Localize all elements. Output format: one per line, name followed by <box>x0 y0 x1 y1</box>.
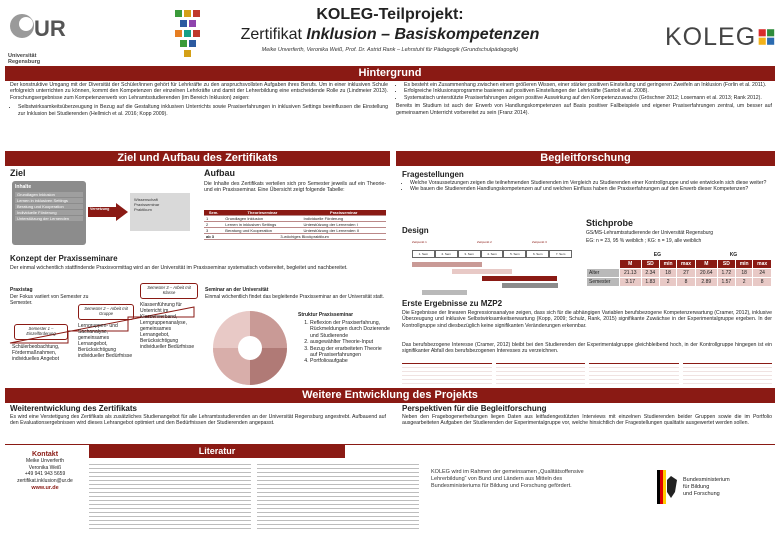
bmbf-line: für Bildung <box>683 483 710 490</box>
regression-tables <box>402 363 772 385</box>
table-header-cell: min <box>659 260 676 269</box>
kontakt-box <box>5 451 85 492</box>
table-cell: 1.72 <box>717 269 735 278</box>
table-cell: 18 <box>736 269 753 278</box>
ziel-title: Ziel <box>10 168 26 178</box>
table-cell: 2.34 <box>641 269 659 278</box>
inhalte-item: Unterstützung der Lernenden <box>15 216 83 221</box>
ziel-figure <box>12 181 197 245</box>
table-header-cell: M <box>619 260 641 269</box>
authors: Meike Unverferth, Veronika Weiß, Prof. Dr. Astrid Rank – Lehrstuhl für Pädagogik (Grundschulpädagogik) <box>261 47 519 53</box>
stichprobe-text-1: GS/MS-Lehramtsstudierende der Universität Regensburg <box>586 230 714 236</box>
design-bar <box>502 283 558 288</box>
praxistag-text: Der Fokus variiert von Semester zu Semester. <box>10 294 89 306</box>
list-item: 3. Bezug der erarbeiteten Theorie auf Praxiserfahrungen <box>310 346 390 359</box>
weiterentwicklung-text: Es wird eine Verstetigung des Zertifikats als zusätzliches Studienangebot für alle Lehramtsstudierenden an der Universität Regensburg angestrebt. Aufbauend auf den Evaluationsergebnissen wird dieses Lehrangebot optimiert und den Bedürfnissen der Studierenden angepasst. <box>10 414 386 427</box>
ergebnisse-title: Erste Ergebnisse zu MZP2 <box>402 299 503 308</box>
table-cell: 2 <box>204 222 223 228</box>
ergebnisse-text-2: Das berufsbezogene Interesse (Cramer, 2012) bleibt bei den Studierenden der Experimentalgruppe gleichbleibend hoch, in der Kontrollgruppe hingegen ist ein signifikanter Abfall des berufsbezogenen Interesses zu verzeichnen. <box>402 342 772 355</box>
stichprobe-table <box>586 250 772 287</box>
kontakt-email[interactable]: zertifikat.inklusion@ur.de <box>17 477 73 484</box>
table-cell: Lernen in inklusiven Settings <box>223 222 301 228</box>
table-cell: 8 <box>677 278 696 287</box>
sem1-box <box>14 324 68 340</box>
footer <box>5 444 775 536</box>
design-label: Zeitpunkt 1 <box>412 240 427 244</box>
bmbf-text <box>683 477 730 498</box>
bundesadler-icon <box>657 470 679 504</box>
aufbau-table <box>204 210 386 240</box>
table-cell: 21.13 <box>619 269 641 278</box>
table-cell: Individuelle Förderung <box>301 216 386 222</box>
section-bar-begleitforschung: Begleitforschung <box>396 151 775 166</box>
table-cell: 24 <box>753 269 772 278</box>
hintergrund-right-text: Bereits im Studium ist auch der Erwerb von Handlungskompetenzen auf Basis positiver Fallbeispiele und eigener Praxiserfahrungen zentral, um besser auf gemeinsamen Unterricht vorbereitet zu sein (Franz 2014). <box>396 103 772 116</box>
table-header-cell: Praxisseminar <box>301 210 386 216</box>
table-cell: Grundlagen Inklusion <box>223 216 301 222</box>
hintergrund-left-text: Der konstruktive Umgang mit der Diversität der Schüler/innen gehört für Lehrkräfte zu den anspruchsvollsten Aufgaben ihres Berufs. Um in einer inklusiven Schule erfolgreich unterrichten zu können, kommt den Kompetenzen der einzelnen Lehrkräfte und damit der Lehrerbildung eine entscheidende Rolle zu (Lindmeier 2013). Forschungsergebnisse zum Kompetenzerwerb von Lehramtsstudierenden (im Bereich Inklusion) zeigen: <box>10 82 388 101</box>
poster-title: KOLEG-Teilprojekt: <box>316 6 464 23</box>
axis-cell: 3. Sem <box>458 250 481 258</box>
design-bar <box>482 276 557 281</box>
table-row-label: Alter <box>587 269 620 278</box>
inhalte-item: Lernen in inklusiven Settings <box>15 198 83 203</box>
stichprobe-title: Stichprobe <box>586 218 634 228</box>
inhalte-item: Beratung und Kooperation <box>15 204 83 209</box>
kontakt-url[interactable]: www.ur.de <box>31 485 59 491</box>
design-bar <box>422 290 467 295</box>
table-header-cell <box>587 251 620 260</box>
table-header-cell: M <box>695 260 717 269</box>
table-cell: 2 <box>659 278 676 287</box>
table-header-cell: min <box>736 260 753 269</box>
table-header-cell: Theorieseminar <box>223 210 301 216</box>
praxistag-title: Praxistag <box>10 287 33 293</box>
table-header-cell: EG <box>619 251 695 260</box>
vernetzung-item: Praxisseminar <box>134 202 160 207</box>
list-item: 2. ausgewählter Theorie-Input <box>310 339 390 345</box>
kontakt-line: Meike Unverferth <box>25 458 65 464</box>
konzept-title: Konzept der Praxisseminare <box>10 254 118 263</box>
subtitle-plain: Zertifikat <box>240 26 307 43</box>
struktur-list <box>304 320 390 365</box>
literatur-title: Literatur <box>89 445 345 458</box>
regression-table <box>589 363 679 385</box>
ergebnisse-text-1: Die Ergebnisse der linearen Regressionsanalyse zeigen, dass sich für die abhängigen Variablen berufsbezogene Kompetenzerwartung (Cramer, 2012), inklusive Überzeugung und inklusive Selbstwirksamkeitserwartung (Kopp, 2009; Schulz, Rank, 2015) signifikante Zuwächse in der Experimentalgruppe ergeben. In der Kontrollgruppe sind diesbezüglich keine signifikanten Veränderungen erkennbar. <box>402 310 772 329</box>
axis-cell: 5. Sem <box>503 250 526 258</box>
table-cell: Unterstützung der Lernenden I <box>301 222 386 228</box>
table-cell: 3-wöchiges Blockpraktikum <box>223 234 386 240</box>
design-bar <box>412 262 482 267</box>
hintergrund-right-bullets <box>396 82 772 101</box>
koleg-logo-icon <box>758 24 775 50</box>
table-cell: 2.89 <box>695 278 717 287</box>
inhalte-title: Inhalte <box>15 184 32 190</box>
header <box>0 0 780 66</box>
koleg-logo-text: KOLEG <box>665 22 757 51</box>
design-axis <box>412 250 572 258</box>
konzept-text: Der einmal wöchentlich stattfindende Praxisvormittag wird an der Universität im Praxisseminar systematisch vorbereitet, begleitet und nachbereitet. <box>10 265 348 271</box>
table-header-cell: max <box>677 260 696 269</box>
stichprobe-text-2: EG: n = 23, 95 % weiblich ; KG: n = 19, alle weiblich <box>586 238 702 244</box>
table-cell: ab 3 <box>204 234 223 240</box>
fragestellungen-title: Fragestellungen <box>402 170 464 179</box>
table-cell: 1.57 <box>717 278 735 287</box>
hintergrund-left <box>10 82 388 117</box>
table-row-label: Semester <box>587 278 620 287</box>
list-item: • Es besteht ein Zusammenhang zwischen einem größeren Wissen, einer stärker positiven Einstellung und geringeren Zweifeln an Inklusion (Forlin et al. 2011). <box>404 82 772 88</box>
table-header-cell: max <box>753 260 772 269</box>
struktur-title: Struktur Praxisseminar <box>298 312 354 318</box>
list-item: • Systematisch unterstützte Praxiserfahrungen zeigen positive Auswirkung auf den Kompetenzzuwachs (Gröschner 2012; Losemann et al. 2013; Rank 2012). <box>404 95 772 101</box>
design-bar <box>452 269 512 274</box>
aufbau-text: Die Inhalte des Zertifikats verteilen sich pro Semester jeweils auf ein Theorie- und ein Praxisseminar. Eine Übersicht zeigt folgende Tabelle: <box>204 181 386 194</box>
bmbf-line: Bundesministerium <box>683 476 730 483</box>
table-cell: 1.83 <box>641 278 659 287</box>
bmbf-logo <box>657 467 767 507</box>
axis-cell: 7. Sem <box>549 250 572 258</box>
sem3-box <box>140 283 198 299</box>
table-header-cell: Sem. <box>204 210 223 216</box>
perspektiven-title: Perspektiven für die Begleitforschung <box>402 404 547 413</box>
section-bar-hintergrund: Hintergrund <box>5 66 775 81</box>
axis-cell: 6. Sem <box>526 250 549 258</box>
table-cell: 27 <box>677 269 696 278</box>
literatur-column <box>257 461 419 531</box>
uni-title: Seminar an der Universität <box>205 287 269 293</box>
design-label: Zeitpunkt 2 <box>477 240 492 244</box>
inhalte-item: Individuelle Förderung <box>15 210 83 215</box>
table-header-cell: SD <box>641 260 659 269</box>
poster-subtitle <box>0 26 780 44</box>
regression-table <box>496 363 586 385</box>
kontakt-line: Veronika Weiß <box>28 464 62 471</box>
university-name: Universität Regensburg <box>8 53 41 65</box>
vernetzung-box <box>130 193 190 231</box>
table-cell: 20.64 <box>695 269 717 278</box>
axis-cell: 1. Sem <box>412 250 435 258</box>
regression-table <box>683 363 773 385</box>
seminar-cycle-icon <box>206 308 294 388</box>
funding-text: KOLEG wird im Rahmen der gemeinsamen „Qualitätsoffensive Lehrerbildung“ von Bund und Ländern aus Mitteln des Bundesministeriums für Bildung und Forschung gefördert. <box>431 469 584 489</box>
table-row <box>204 234 386 240</box>
vernetzung-arrow-icon <box>88 203 128 221</box>
table-row <box>587 269 772 278</box>
kontakt-line: +49 941 943 5659 <box>24 471 66 477</box>
perspektiven-text: Neben den Fragebogenerhebungen liegen Daten aus leitfadengestützten Interviews mit einzelnen Studierenden beider Gruppen sowie die im Portfolio ausgearbeiteten Aufgaben der Studierenden der Experimentalgruppe vor, welche hinsichtlich der Fragestellungen qualitativ ausgewertet werden sollen. <box>402 414 772 427</box>
list-item: • Selbstwirksamkeitsüberzeugung in Bezug auf die Gestaltung inklusiven Unterrichts sowie Praxiserfahrungen in inklusiven Settings beeinflussen die Einstellung zur Inklusion bei Studierenden (Hellmich et al. 2016; Kopp 2009). <box>18 104 388 117</box>
bmbf-line: und Forschung <box>683 490 720 497</box>
section-bar-weitere-entwicklung: Weitere Entwicklung des Projekts <box>5 388 775 403</box>
uni-text: Einmal wöchentlich findet das begleitende Praxisseminar an der Universität statt. <box>205 294 384 300</box>
table-header <box>587 260 772 269</box>
list-item: • Welche Voraussetzungen zeigen die teilnehmenden Studierenden im Vergleich zu Studierenden einer Kontrollgruppe und wie entwickeln sich diese weiter? <box>410 180 772 186</box>
table-cell: Beratung und Kooperation <box>223 228 301 234</box>
section-bar-ziel: Ziel und Aufbau des Zertifikats <box>5 151 390 166</box>
design-chart <box>402 240 580 298</box>
vernetzung-item: Wissenschaft <box>134 197 158 202</box>
sem2-label: Semester 2 – Arbeit mit Gruppe <box>84 306 128 316</box>
hintergrund-right <box>396 82 772 116</box>
sem1-label: Semester 1 – Einzelförderung <box>26 326 56 336</box>
sem2-text: Lerngruppen- und Sachanalyse, gemeinsames Lernangebot, Berücksichtigung individueller Bedürfnisse <box>78 323 133 359</box>
table-cell: Unterstützung der Lernenden II <box>301 228 386 234</box>
design-title: Design <box>402 226 429 235</box>
list-item: • Erfolgreiche Inklusionsprogramme basieren auf positiven Einstellungen der Lehrkräfte (Santoli et al. 2008). <box>404 88 772 94</box>
fragestellungen-list <box>402 180 772 193</box>
table-cell: 3 <box>204 228 223 234</box>
regression-table <box>402 363 492 385</box>
sem1-text: Schülerbeobachtung, Fördermaßnahmen, individuelles Angebot <box>12 344 60 362</box>
axis-cell: 4. Sem <box>481 250 504 258</box>
aufbau-title: Aufbau <box>204 168 235 178</box>
list-item: • Wie bauen die Studierenden Handlungskompetenzen auf und welchen Einfluss haben die Praxiserfahrungen auf den Erwerb dieser Kompetenzen? <box>410 186 772 192</box>
list-item: 1. Reflexion der Praxiserfahrung, Rückmeldungen durch Dozierende und Studierende <box>310 320 390 339</box>
koleg-logo <box>665 22 775 52</box>
literatur-column <box>89 461 251 531</box>
vernetzung-item: Praktikum <box>134 207 152 212</box>
hintergrund-left-bullets <box>10 104 388 117</box>
table-cell: 8 <box>753 278 772 287</box>
inhalte-box <box>12 181 86 245</box>
table-row <box>587 251 772 260</box>
table-header-cell: KG <box>695 251 771 260</box>
literatur-references <box>89 461 419 531</box>
sem3-text: Klassenführung für Unterricht im Klassenverband, Lerngruppenanalyse, gemeinsames Lernangebot, Berücksichtigung individueller Bedürfnisse <box>140 302 195 350</box>
table-cell: 2 <box>736 278 753 287</box>
list-item: 4. Portfolioaufgabe <box>310 358 390 364</box>
subtitle-italic: Inklusion – Basiskompetenzen <box>306 26 540 43</box>
kontakt-title: Kontakt <box>31 451 59 458</box>
table-header-cell <box>587 260 620 269</box>
table-row <box>587 278 772 287</box>
design-label: Zeitpunkt 3 <box>532 240 547 244</box>
sem3-label: Semester 3 – Arbeit mit Klasse <box>147 285 191 295</box>
svg-text:UR: UR <box>34 16 66 41</box>
table-cell: 1 <box>204 216 223 222</box>
table-header-cell: SD <box>717 260 735 269</box>
weiterentwicklung-title: Weiterentwicklung des Zertifikats <box>10 404 137 413</box>
table-cell: 3.17 <box>619 278 641 287</box>
axis-cell: 2. Sem <box>435 250 458 258</box>
inhalte-item: Grundlagen Inklusion <box>15 192 83 197</box>
sem2-box <box>78 304 134 320</box>
vernetzung-label: Vernetzung <box>90 207 110 211</box>
table-cell: 18 <box>659 269 676 278</box>
